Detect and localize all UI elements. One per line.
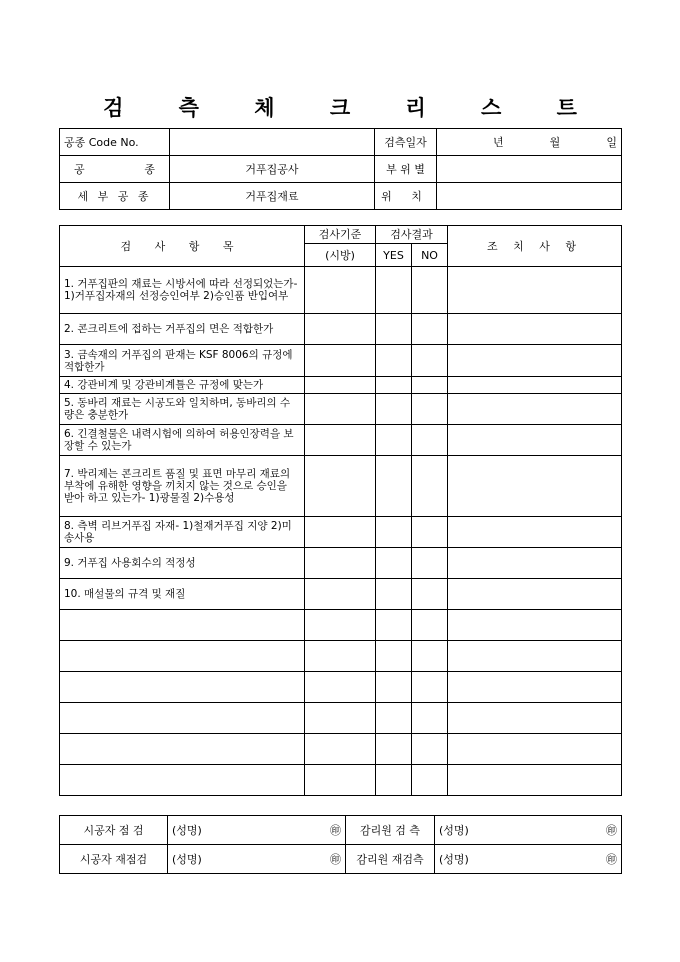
no-cell[interactable] <box>412 734 448 765</box>
yes-cell[interactable] <box>376 641 412 672</box>
standard-cell[interactable] <box>305 765 376 796</box>
location-value[interactable] <box>437 183 622 210</box>
action-cell[interactable] <box>448 377 622 394</box>
seal-mark: ㊞ <box>330 823 341 837</box>
inspector-label: 시공자 점 검 <box>60 816 168 845</box>
standard-cell[interactable] <box>305 377 376 394</box>
yes-cell[interactable] <box>376 765 412 796</box>
supervisor-signature[interactable] <box>435 816 622 845</box>
inspector-signature[interactable] <box>168 816 346 845</box>
no-cell[interactable] <box>412 345 448 377</box>
standard-cell[interactable] <box>305 456 376 517</box>
header-action: 조 치 사 항 <box>448 226 622 267</box>
checklist-item-7: 7. 박리제는 콘크리트 품질 및 표면 마무리 재료의 부착에 유해한 영향을 끼치지 않는 것으로 승인을 받아 하고 있는가- 1)광물질 2)수용성 <box>60 456 305 517</box>
info-table <box>59 128 622 210</box>
no-cell[interactable] <box>412 610 448 641</box>
yes-cell[interactable] <box>376 394 412 425</box>
code-value[interactable] <box>170 129 375 156</box>
yes-cell[interactable] <box>376 548 412 579</box>
no-cell[interactable] <box>412 703 448 734</box>
yes-cell[interactable] <box>376 579 412 610</box>
checklist-item-empty[interactable] <box>60 765 305 796</box>
signature-placeholder: (성명) <box>172 852 202 866</box>
checklist-item-empty[interactable] <box>60 734 305 765</box>
yes-cell[interactable] <box>376 377 412 394</box>
detail-label: 세 부 공 종 <box>60 183 170 210</box>
no-cell[interactable] <box>412 314 448 345</box>
part-label: 부 위 별 <box>375 156 437 183</box>
code-label: 공종 Code No. <box>60 129 170 156</box>
yes-cell[interactable] <box>376 517 412 548</box>
header-standard: 검사기준 <box>305 226 376 244</box>
standard-cell[interactable] <box>305 267 376 314</box>
standard-cell[interactable] <box>305 672 376 703</box>
no-cell[interactable] <box>412 672 448 703</box>
header-yes: YES <box>376 244 412 267</box>
checklist-item-empty[interactable] <box>60 672 305 703</box>
action-cell[interactable] <box>448 641 622 672</box>
standard-cell[interactable] <box>305 314 376 345</box>
detail-value[interactable]: 거푸집재료 <box>170 183 375 210</box>
signature-placeholder: (성명) <box>439 823 469 837</box>
checklist-item-4: 4. 강관비계 및 강관비계틀은 규정에 맞는가 <box>60 377 305 394</box>
checklist-item-empty[interactable] <box>60 703 305 734</box>
header-no: NO <box>412 244 448 267</box>
action-cell[interactable] <box>448 345 622 377</box>
work-value[interactable]: 거푸집공사 <box>170 156 375 183</box>
yes-cell[interactable] <box>376 425 412 456</box>
action-cell[interactable] <box>448 548 622 579</box>
standard-cell[interactable] <box>305 345 376 377</box>
yes-cell[interactable] <box>376 734 412 765</box>
seal-mark: ㊞ <box>606 823 617 837</box>
checklist-item-2: 2. 콘크리트에 접하는 거푸집의 면은 적합한가 <box>60 314 305 345</box>
part-value[interactable] <box>437 156 622 183</box>
no-cell[interactable] <box>412 579 448 610</box>
supervisor-label: 감리원 검 측 <box>346 816 435 845</box>
action-cell[interactable] <box>448 267 622 314</box>
action-cell[interactable] <box>448 765 622 796</box>
no-cell[interactable] <box>412 641 448 672</box>
action-cell[interactable] <box>448 579 622 610</box>
signature-placeholder: (성명) <box>439 852 469 866</box>
yes-cell[interactable] <box>376 456 412 517</box>
reinspector-label: 시공자 재점검 <box>60 845 168 874</box>
date-value[interactable] <box>437 129 622 156</box>
header-result: 검사결과 <box>376 226 448 244</box>
standard-cell[interactable] <box>305 734 376 765</box>
checklist-item-empty[interactable] <box>60 610 305 641</box>
checklist-item-10: 10. 매설물의 규격 및 재질 <box>60 579 305 610</box>
no-cell[interactable] <box>412 456 448 517</box>
standard-cell[interactable] <box>305 517 376 548</box>
checklist-item-3: 3. 금속재의 거푸집의 판재는 KSF 8006의 규정에 적합한가 <box>60 345 305 377</box>
action-cell[interactable] <box>448 456 622 517</box>
no-cell[interactable] <box>412 517 448 548</box>
yes-cell[interactable] <box>376 345 412 377</box>
checklist-item-1: 1. 거푸집판의 재료는 시방서에 따라 선정되었는가- 1)거푸집자재의 선정승인여부 2)승인품 반입여부 <box>60 267 305 314</box>
no-cell[interactable] <box>412 425 448 456</box>
checklist-item-9: 9. 거푸집 사용회수의 적정성 <box>60 548 305 579</box>
work-label: 공 종 <box>60 156 170 183</box>
reinspector-signature[interactable] <box>168 845 346 874</box>
standard-cell[interactable] <box>305 425 376 456</box>
seal-mark: ㊞ <box>330 852 341 866</box>
header-item: 검 사 항 목 <box>60 226 305 267</box>
page-title: 검 측 체 크 리 스 트 <box>103 95 601 120</box>
checklist-item-5: 5. 동바리 재료는 시공도와 일치하며, 동바리의 수량은 충분한가 <box>60 394 305 425</box>
yes-cell[interactable] <box>376 314 412 345</box>
standard-cell[interactable] <box>305 703 376 734</box>
signature-table <box>59 815 622 874</box>
no-cell[interactable] <box>412 377 448 394</box>
standard-cell[interactable] <box>305 641 376 672</box>
no-cell[interactable] <box>412 765 448 796</box>
resupervisor-signature[interactable] <box>435 845 622 874</box>
resupervisor-label: 감리원 재검측 <box>346 845 435 874</box>
action-cell[interactable] <box>448 734 622 765</box>
standard-cell[interactable] <box>305 579 376 610</box>
day-label: 일 <box>606 135 617 149</box>
no-cell[interactable] <box>412 267 448 314</box>
action-cell[interactable] <box>448 517 622 548</box>
header-standard-sub: (시방) <box>305 244 376 267</box>
yes-cell[interactable] <box>376 267 412 314</box>
checklist-item-6: 6. 긴결철물은 내력시험에 의하여 허용인장력을 보장할 수 있는가 <box>60 425 305 456</box>
signature-placeholder: (성명) <box>172 823 202 837</box>
year-label: 년 <box>493 135 504 149</box>
standard-cell[interactable] <box>305 548 376 579</box>
date-label: 검측일자 <box>375 129 437 156</box>
checklist-item-8: 8. 측벽 리브거푸집 자재- 1)철재거푸집 지양 2)미송사용 <box>60 517 305 548</box>
yes-cell[interactable] <box>376 672 412 703</box>
action-cell[interactable] <box>448 672 622 703</box>
checklist-table <box>59 225 622 796</box>
action-cell[interactable] <box>448 394 622 425</box>
action-cell[interactable] <box>448 425 622 456</box>
yes-cell[interactable] <box>376 703 412 734</box>
checklist-item-empty[interactable] <box>60 641 305 672</box>
action-cell[interactable] <box>448 703 622 734</box>
no-cell[interactable] <box>412 548 448 579</box>
standard-cell[interactable] <box>305 610 376 641</box>
action-cell[interactable] <box>448 610 622 641</box>
no-cell[interactable] <box>412 394 448 425</box>
yes-cell[interactable] <box>376 610 412 641</box>
standard-cell[interactable] <box>305 394 376 425</box>
seal-mark: ㊞ <box>606 852 617 866</box>
action-cell[interactable] <box>448 314 622 345</box>
month-label: 월 <box>549 135 561 149</box>
location-label: 위 치 <box>375 183 437 210</box>
